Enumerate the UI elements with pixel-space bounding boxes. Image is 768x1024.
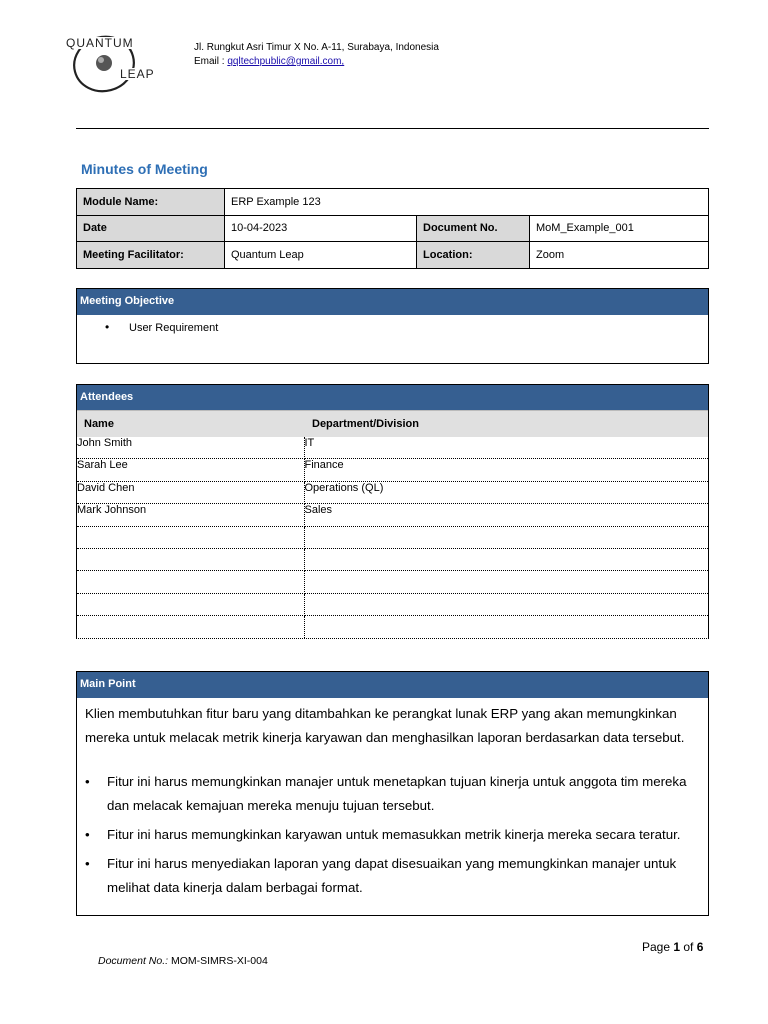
module-name-value: ERP Example 123 (225, 189, 709, 216)
document-no-value: MoM_Example_001 (530, 215, 709, 242)
footer-document-no: Document No.: MOM-SIMRS-XI-004 (98, 955, 268, 967)
main-point-bullet: • Fitur ini harus memungkinkan manajer untuk menetapkan tujuan kinerja untuk anggota tim mereka dan melacak kemajuan mereka menuju tujuan tersebut. (85, 770, 701, 818)
table-row (77, 616, 708, 638)
attendees-heading: Attendees (77, 384, 708, 410)
email-link[interactable]: qqltechpublic@gmail.com, (227, 56, 345, 67)
date-label: Date (77, 215, 225, 242)
attendee-dept: IT (304, 437, 708, 459)
col-header-department: Department/Division (304, 411, 708, 437)
main-point-bullet: • Fitur ini harus memungkinkan karyawan untuk memasukkan metrik kinerja mereka secara teratur. (85, 823, 701, 847)
attendee-dept: Finance (304, 459, 708, 481)
location-value: Zoom (530, 242, 709, 269)
attendee-name (77, 571, 304, 593)
address: Jl. Rungkut Asri Timur X No. A-11, Surabaya, Indonesia (194, 42, 439, 53)
attendee-dept: Operations (QL) (304, 481, 708, 503)
main-point-intro: Klien membutuhkan fitur baru yang ditambahkan ke perangkat lunak ERP yang akan memungkinkan mereka untuk melacak metrik kinerja karyawan dan menghasilkan laporan berdasarkan data tersebut. (85, 706, 685, 745)
attendee-name: John Smith (77, 437, 304, 459)
email-line: Email : qqltechpublic@gmail.com, (194, 56, 345, 67)
table-row (77, 593, 708, 615)
page-title: Minutes of Meeting (81, 161, 208, 177)
table-row (77, 459, 708, 481)
main-point-body (77, 698, 708, 900)
logo-text-leap: LEAP (120, 67, 155, 81)
col-header-name: Name (77, 411, 304, 437)
date-value: 10-04-2023 (225, 215, 417, 242)
attendees-table (77, 410, 708, 638)
attendee-dept (304, 616, 708, 638)
table-row (77, 481, 708, 503)
objective-list (77, 320, 708, 334)
logo-text-quantum: QUANTUM (66, 36, 134, 50)
attendees-section (76, 384, 709, 639)
table-row (77, 548, 708, 570)
attendee-dept (304, 571, 708, 593)
attendee-name (77, 616, 304, 638)
header-contact (194, 41, 439, 69)
main-point-bullet: • Fitur ini harus menyediakan laporan yang dapat disesuaikan yang memungkinkan manajer untuk melihat data kinerja dalam berbagai format. (85, 852, 701, 900)
attendee-name (77, 593, 304, 615)
attendee-dept (304, 593, 708, 615)
main-point-section (76, 671, 709, 916)
attendee-dept (304, 548, 708, 570)
attendee-name: David Chen (77, 481, 304, 503)
meeting-info-table (76, 188, 709, 269)
facilitator-value: Quantum Leap (225, 242, 417, 269)
attendee-dept (304, 526, 708, 548)
meeting-objective-heading: Meeting Objective (77, 289, 708, 315)
main-point-heading: Main Point (77, 672, 708, 698)
table-row (77, 437, 708, 459)
table-row (77, 504, 708, 526)
module-name-label: Module Name: (77, 189, 225, 216)
table-row (77, 571, 708, 593)
attendee-dept: Sales (304, 504, 708, 526)
attendee-name: Mark Johnson (77, 504, 304, 526)
header-divider (76, 128, 709, 129)
attendee-name (77, 526, 304, 548)
page-number: Page 1 of 6 (642, 940, 704, 954)
location-label: Location: (417, 242, 530, 269)
main-point-list (85, 770, 701, 900)
table-row (77, 526, 708, 548)
quantum-leap-logo (64, 30, 156, 94)
objective-item: • User Requirement (105, 320, 708, 334)
attendee-name (77, 548, 304, 570)
document-no-label: Document No. (417, 215, 530, 242)
meeting-objective-section (76, 288, 709, 364)
attendee-name: Sarah Lee (77, 459, 304, 481)
facilitator-label: Meeting Facilitator: (77, 242, 225, 269)
